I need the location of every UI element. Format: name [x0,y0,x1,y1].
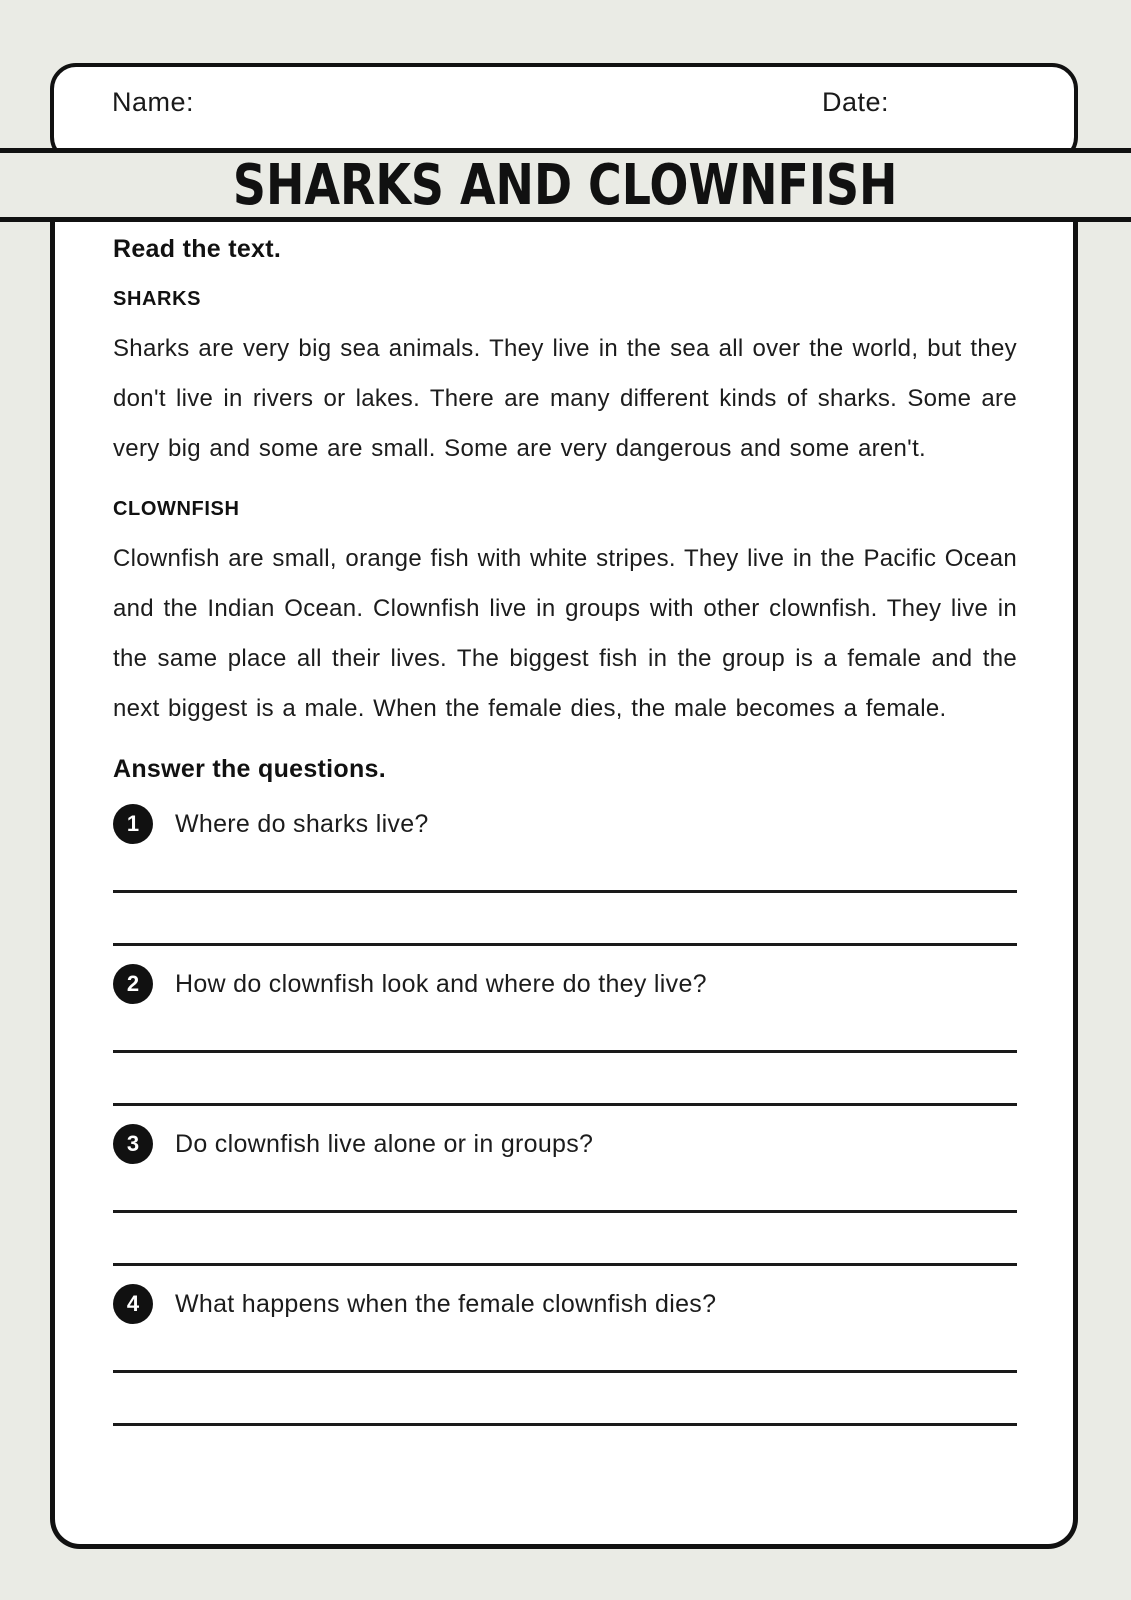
question-number-badge: 2 [113,964,153,1004]
answer-line[interactable] [113,1050,1017,1053]
passage-heading-clownfish: CLOWNFISH [113,498,240,520]
question-row-1 [113,804,1017,844]
question-block-2 [113,964,1017,1106]
question-text: What happens when the female clownfish dies? [175,1289,717,1318]
question-text: Where do sharks live? [175,809,429,838]
question-text: Do clownfish live alone or in groups? [175,1129,594,1158]
question-number-badge: 3 [113,1124,153,1164]
answer-line[interactable] [113,1423,1017,1426]
read-instruction: Read the text. [113,235,282,263]
question-block-1 [113,804,1017,946]
date-label: Date: [822,87,890,117]
answer-line[interactable] [113,1210,1017,1213]
date-input-area[interactable] [902,81,1062,125]
passage-body-clownfish: Clownfish are small, orange fish with white stripes. They live in the Pacific Ocean and the Indian Ocean. Clownfish live in groups with other clownfish. They live in the same place all their lives. The biggest fish in the group is a female and the next biggest is a male. When the female dies, the male becomes a female. [113,545,1017,722]
question-text: How do clownfish look and where do they live? [175,969,707,998]
passage-body-sharks: Sharks are very big sea animals. They live in the sea all over the world, but they don't live in rivers or lakes. There are many different kinds of sharks. Some are very big and some are small. Some are very dangerous and some aren't. [113,335,1017,462]
title-banner [0,148,1131,222]
answer-line[interactable] [113,1370,1017,1373]
answer-line[interactable] [113,1263,1017,1266]
question-block-3 [113,1124,1017,1266]
question-row-2 [113,964,1017,1004]
name-label: Name: [112,87,195,117]
question-row-4 [113,1284,1017,1324]
answer-line[interactable] [113,1103,1017,1106]
page-title: SHARKS AND CLOWNFISH [233,152,898,218]
question-number-badge: 4 [113,1284,153,1324]
question-block-4 [113,1284,1017,1426]
passage-heading-sharks: SHARKS [113,288,202,310]
answer-line[interactable] [113,943,1017,946]
question-number-badge: 1 [113,804,153,844]
content-sheet [50,222,1078,1549]
question-row-3 [113,1124,1017,1164]
name-input-area[interactable] [204,81,764,125]
answer-line[interactable] [113,890,1017,893]
answer-instruction: Answer the questions. [113,755,387,783]
